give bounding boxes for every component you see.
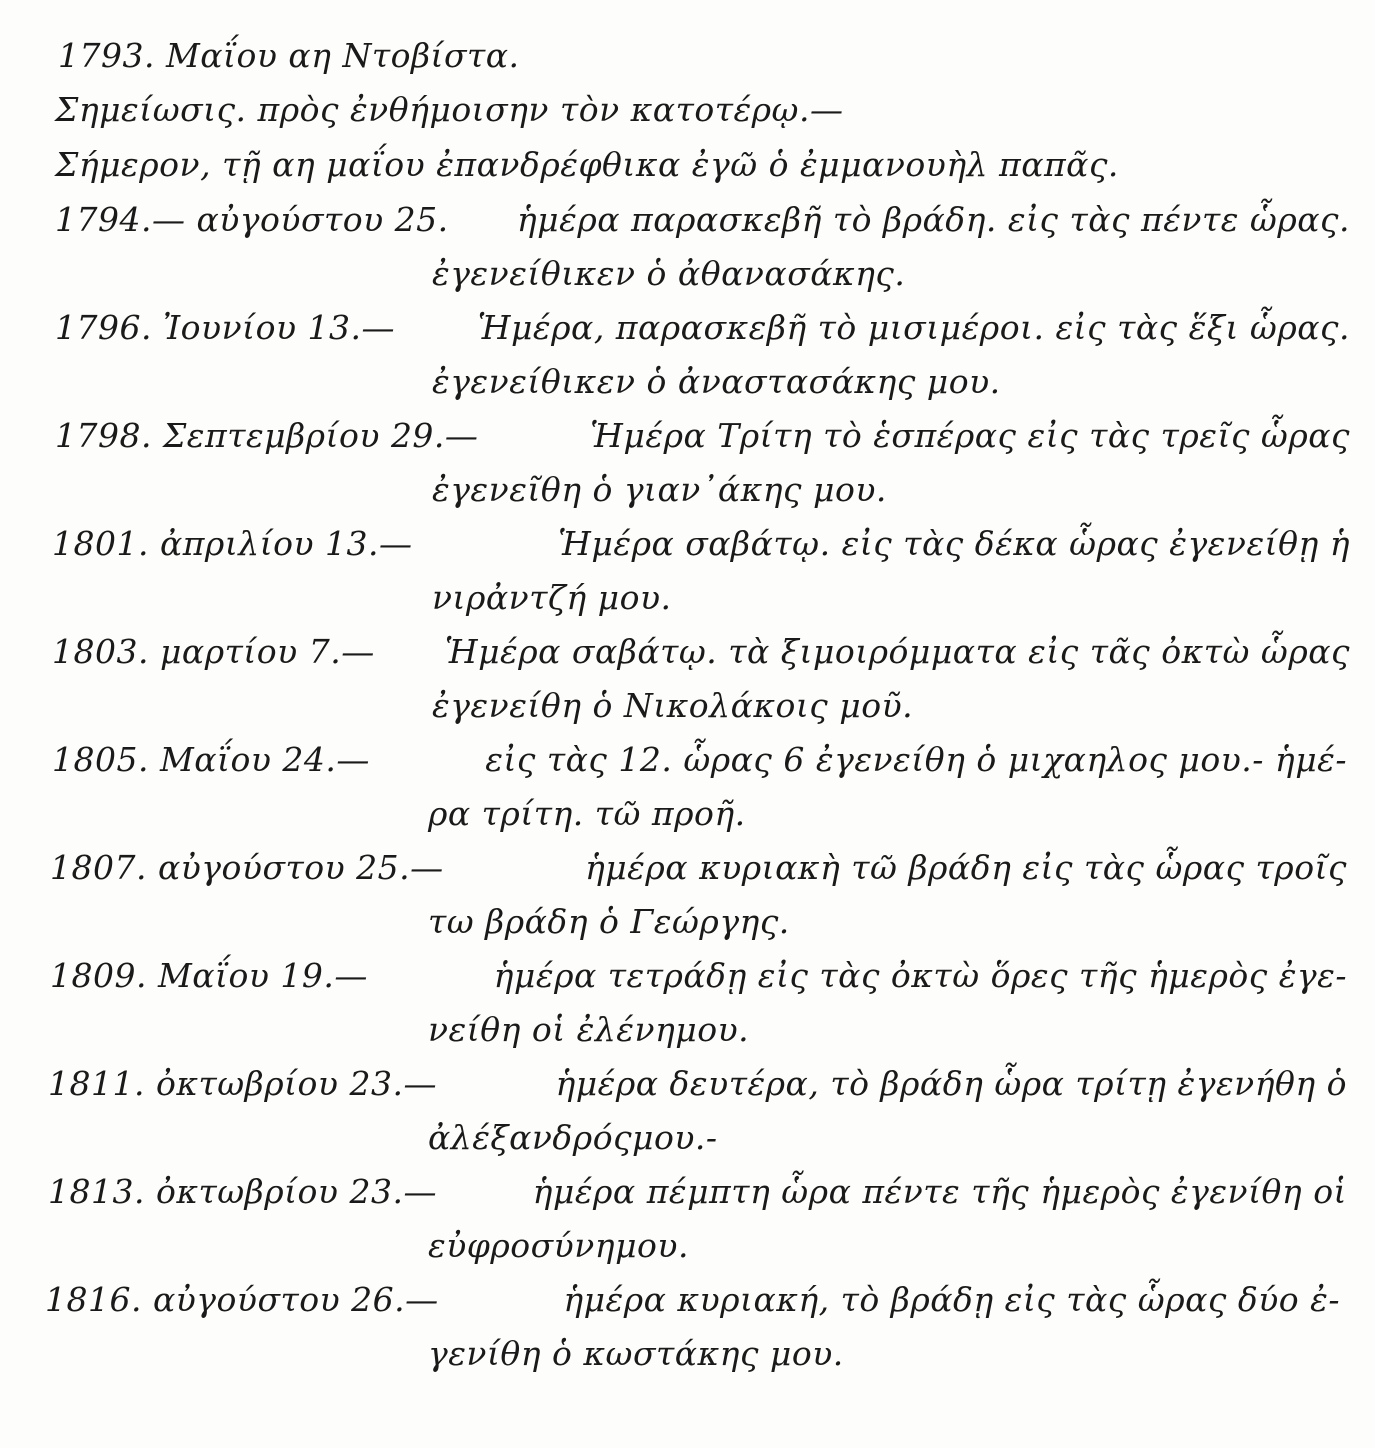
- entry-1811-continuation: ἀλέξανδρόςμου.-: [428, 1118, 718, 1157]
- entry-text: Ἡμέρα, παρασκεβῆ τὸ μισιμέροι. εἰς τὰς ἕξι ὧρας.: [477, 308, 1350, 347]
- entry-date: 1809. Μαΐου 19.—: [50, 956, 368, 995]
- entry-date: 1813. ὀκτωβρίου 23.—: [48, 1172, 437, 1211]
- entry-date: 1807. αὐγούστου 25.—: [50, 848, 444, 887]
- entry-text: εἰς τὰς 12. ὧρας 6 ἐγενείθη ὁ μιχαηλος μου.- ἡμέ-: [485, 740, 1347, 779]
- entry-text: Ἡμέρα σαβάτῳ. τὰ ξιμοιρόμματα εἰς τᾶς ὀκτὼ ὧρας: [444, 632, 1350, 671]
- entry-text: Ἡμέρα σαβάτῳ. εἰς τὰς δέκα ὧρας ἐγενείθῃ ἡ: [558, 524, 1350, 563]
- entry-text: ἡμέρα κυριακή, τὸ βράδῃ εἰς τὰς ὧρας δύο ἐ-: [563, 1280, 1340, 1319]
- header-line-date: 1793. Μαΐου αη Ντοβίστα.: [58, 36, 520, 75]
- entry-1816-line: [45, 1280, 1340, 1320]
- entry-date: 1801. ἀπριλίου 13.—: [52, 524, 413, 563]
- entry-date: 1803. μαρτίου 7.—: [52, 632, 375, 671]
- entry-1807-line: [50, 848, 1347, 888]
- entry-text: ἡμέρα τετράδῃ εἰς τὰς ὀκτὼ ὅρες τῆς ἡμερὸς ἐγε-: [493, 956, 1347, 995]
- entry-1803-continuation: ἐγενείθη ὁ Νικολάκοις μοῦ.: [432, 686, 914, 725]
- entry-date: 1794.— αὐγούστου 25.: [55, 200, 449, 239]
- entry-text: ἡμέρα δευτέρα, τὸ βράδη ὧρα τρίτῃ ἐγενήθη ὁ: [555, 1064, 1347, 1103]
- entry-1794-line: [55, 200, 1350, 240]
- entry-1801-continuation: νιρἀντζή μου.: [432, 578, 672, 617]
- entry-text: ἡμέρα πέμπτη ὧρα πέντε τῆς ἡμερὸς ἐγενίθη οἱ: [532, 1172, 1347, 1211]
- entry-date: 1805. Μαΐου 24.—: [52, 740, 370, 779]
- entry-1798-line: [55, 416, 1350, 456]
- entry-text: ἡμέρα κυριακὴ τῶ βράδη εἰς τὰς ὧρας τροῖς: [584, 848, 1347, 887]
- entry-1813-continuation: εὐφροσύνημου.: [428, 1226, 689, 1265]
- entry-1811-line: [48, 1064, 1347, 1104]
- entry-1796-continuation: ἐγενείθικεν ὁ ἀναστασάκης μου.: [432, 362, 1001, 401]
- entry-date: 1811. ὀκτωβρίου 23.—: [48, 1064, 437, 1103]
- entry-text: ἡμέρα παρασκεβῆ τὸ βράδη. εἰς τὰς πέντε ὧρας.: [516, 200, 1350, 239]
- entry-1794-continuation: ἐγενείθικεν ὁ ἀθανασάκης.: [432, 254, 906, 293]
- entry-1809-continuation: νείθη οἱ ἐλένημου.: [428, 1010, 750, 1049]
- entry-1805-continuation: ρα τρίτη. τῶ προῆ.: [428, 794, 746, 833]
- entry-1796-line: [55, 308, 1350, 348]
- entry-text: Ἡμέρα Τρίτη τὸ ἑσπέρας εἰς τὰς τρεῖς ὧρας: [590, 416, 1350, 455]
- entry-1803-line: [52, 632, 1350, 672]
- entry-1807-continuation: τω βράδη ὁ Γεώργης.: [428, 902, 790, 941]
- header-line-note: Σημείωσις. πρὸς ἐνθήμοισην τὸν κατοτέρῳ.—: [55, 90, 844, 129]
- entry-1798-continuation: ἐγενεῖθη ὁ γιαν᾽άκης μου.: [432, 470, 887, 509]
- header-line-today: Σήμερον, τῇ αη μαΐου ἐπανδρέφθικα ἐγῶ ὁ ἐμμανουὴλ παπᾶς.: [55, 145, 1119, 184]
- entry-1805-line: [52, 740, 1347, 780]
- entry-1816-continuation: γενίθη ὁ κωστάκης μου.: [428, 1334, 844, 1373]
- entry-date: 1798. Σεπτεμβρίου 29.—: [55, 416, 479, 455]
- entry-1813-line: [48, 1172, 1347, 1212]
- entry-date: 1796. Ἰουνίου 13.—: [55, 308, 395, 347]
- entry-date: 1816. αὐγούστου 26.—: [45, 1280, 439, 1319]
- entry-1801-line: [52, 524, 1350, 564]
- entry-1809-line: [50, 956, 1347, 996]
